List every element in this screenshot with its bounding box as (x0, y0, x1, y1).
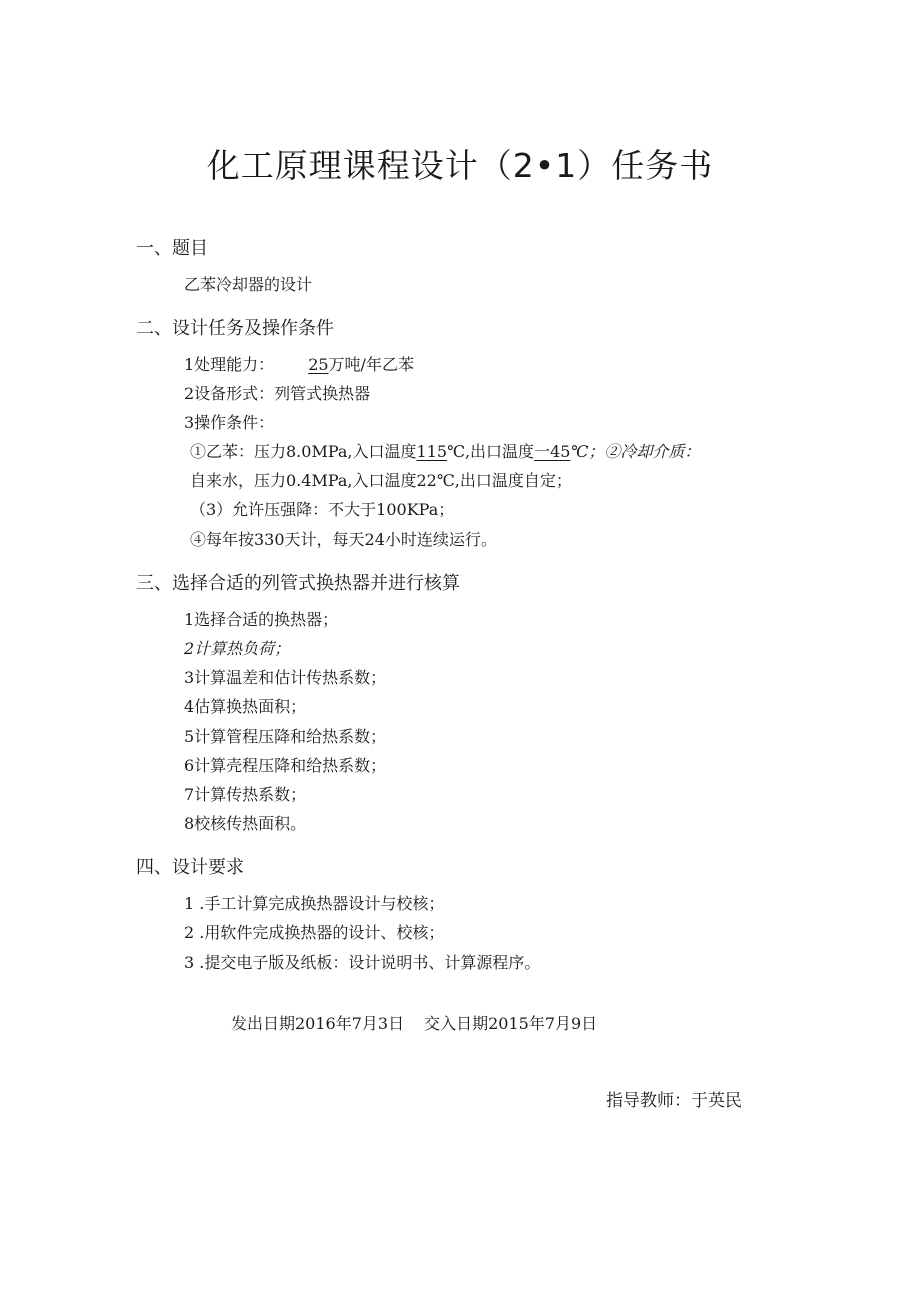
condition-1-continued: 自来水，压力0.4MPa,入口温度22℃,出口温度自定； (190, 471, 572, 490)
requirement-item: 3 .提交电子版及纸板：设计说明书、计算源程序。 (184, 953, 541, 972)
list-item: 2计算热负荷； (184, 639, 291, 658)
condition-4-line: ④每年按330天计，每天24小时连续运行。 (190, 530, 497, 549)
list-item: 7计算传热系数； (184, 785, 307, 804)
condition-1-part-a: ①乙苯：压力8.0MPa,入口温度 (190, 442, 417, 461)
equipment-line: 2设备形式：列管式换热器 (184, 384, 371, 403)
condition-1-part-c: ℃；②冷却介质： (570, 442, 701, 461)
requirement-item: 2 .用软件完成换热器的设计、校核； (184, 923, 445, 942)
section-2-heading: 二、设计任务及操作条件 (136, 318, 334, 339)
outlet-temp-value: 一45 (534, 442, 571, 461)
condition-1-part-b: ℃,出口温度 (447, 442, 535, 461)
page-title: 化工原理课程设计（2•1）任务书 (206, 146, 714, 185)
list-item: 8校核传热面积。 (184, 814, 307, 833)
submit-date: 交入日期2015年7月9日 (424, 1014, 598, 1033)
conditions-label: 3操作条件： (184, 413, 275, 432)
list-item: 6计算壳程压降和给热系数； (184, 756, 387, 775)
section-3-heading: 三、选择合适的列管式换热器并进行核算 (136, 573, 460, 594)
topic-text: 乙苯冷却器的设计 (184, 275, 313, 294)
condition-1-line (190, 439, 700, 462)
list-item: 1选择合适的换热器； (184, 610, 339, 629)
list-item: 3计算温差和估计传热系数； (184, 668, 387, 687)
requirement-item: 1 .手工计算完成换热器设计与校核； (184, 894, 445, 913)
dates-line (231, 1011, 597, 1034)
instructor-signature: 指导教师：于英民 (606, 1091, 742, 1111)
capacity-value: 25 (308, 355, 329, 374)
capacity-line (184, 352, 414, 375)
inlet-temp-value: 115 (416, 442, 448, 461)
section-4-heading: 四、设计要求 (136, 857, 244, 878)
issue-date: 发出日期2016年7月3日 (231, 1014, 405, 1033)
section-1-heading: 一、题目 (136, 238, 208, 259)
list-item: 4估算换热面积； (184, 697, 307, 716)
capacity-label: 1处理能力： (184, 355, 275, 374)
condition-3-line: （3）允许压强降：不大于100KPa； (190, 500, 455, 519)
list-item: 5计算管程压降和给热系数； (184, 727, 387, 746)
capacity-unit: 万吨/年乙苯 (328, 355, 414, 374)
